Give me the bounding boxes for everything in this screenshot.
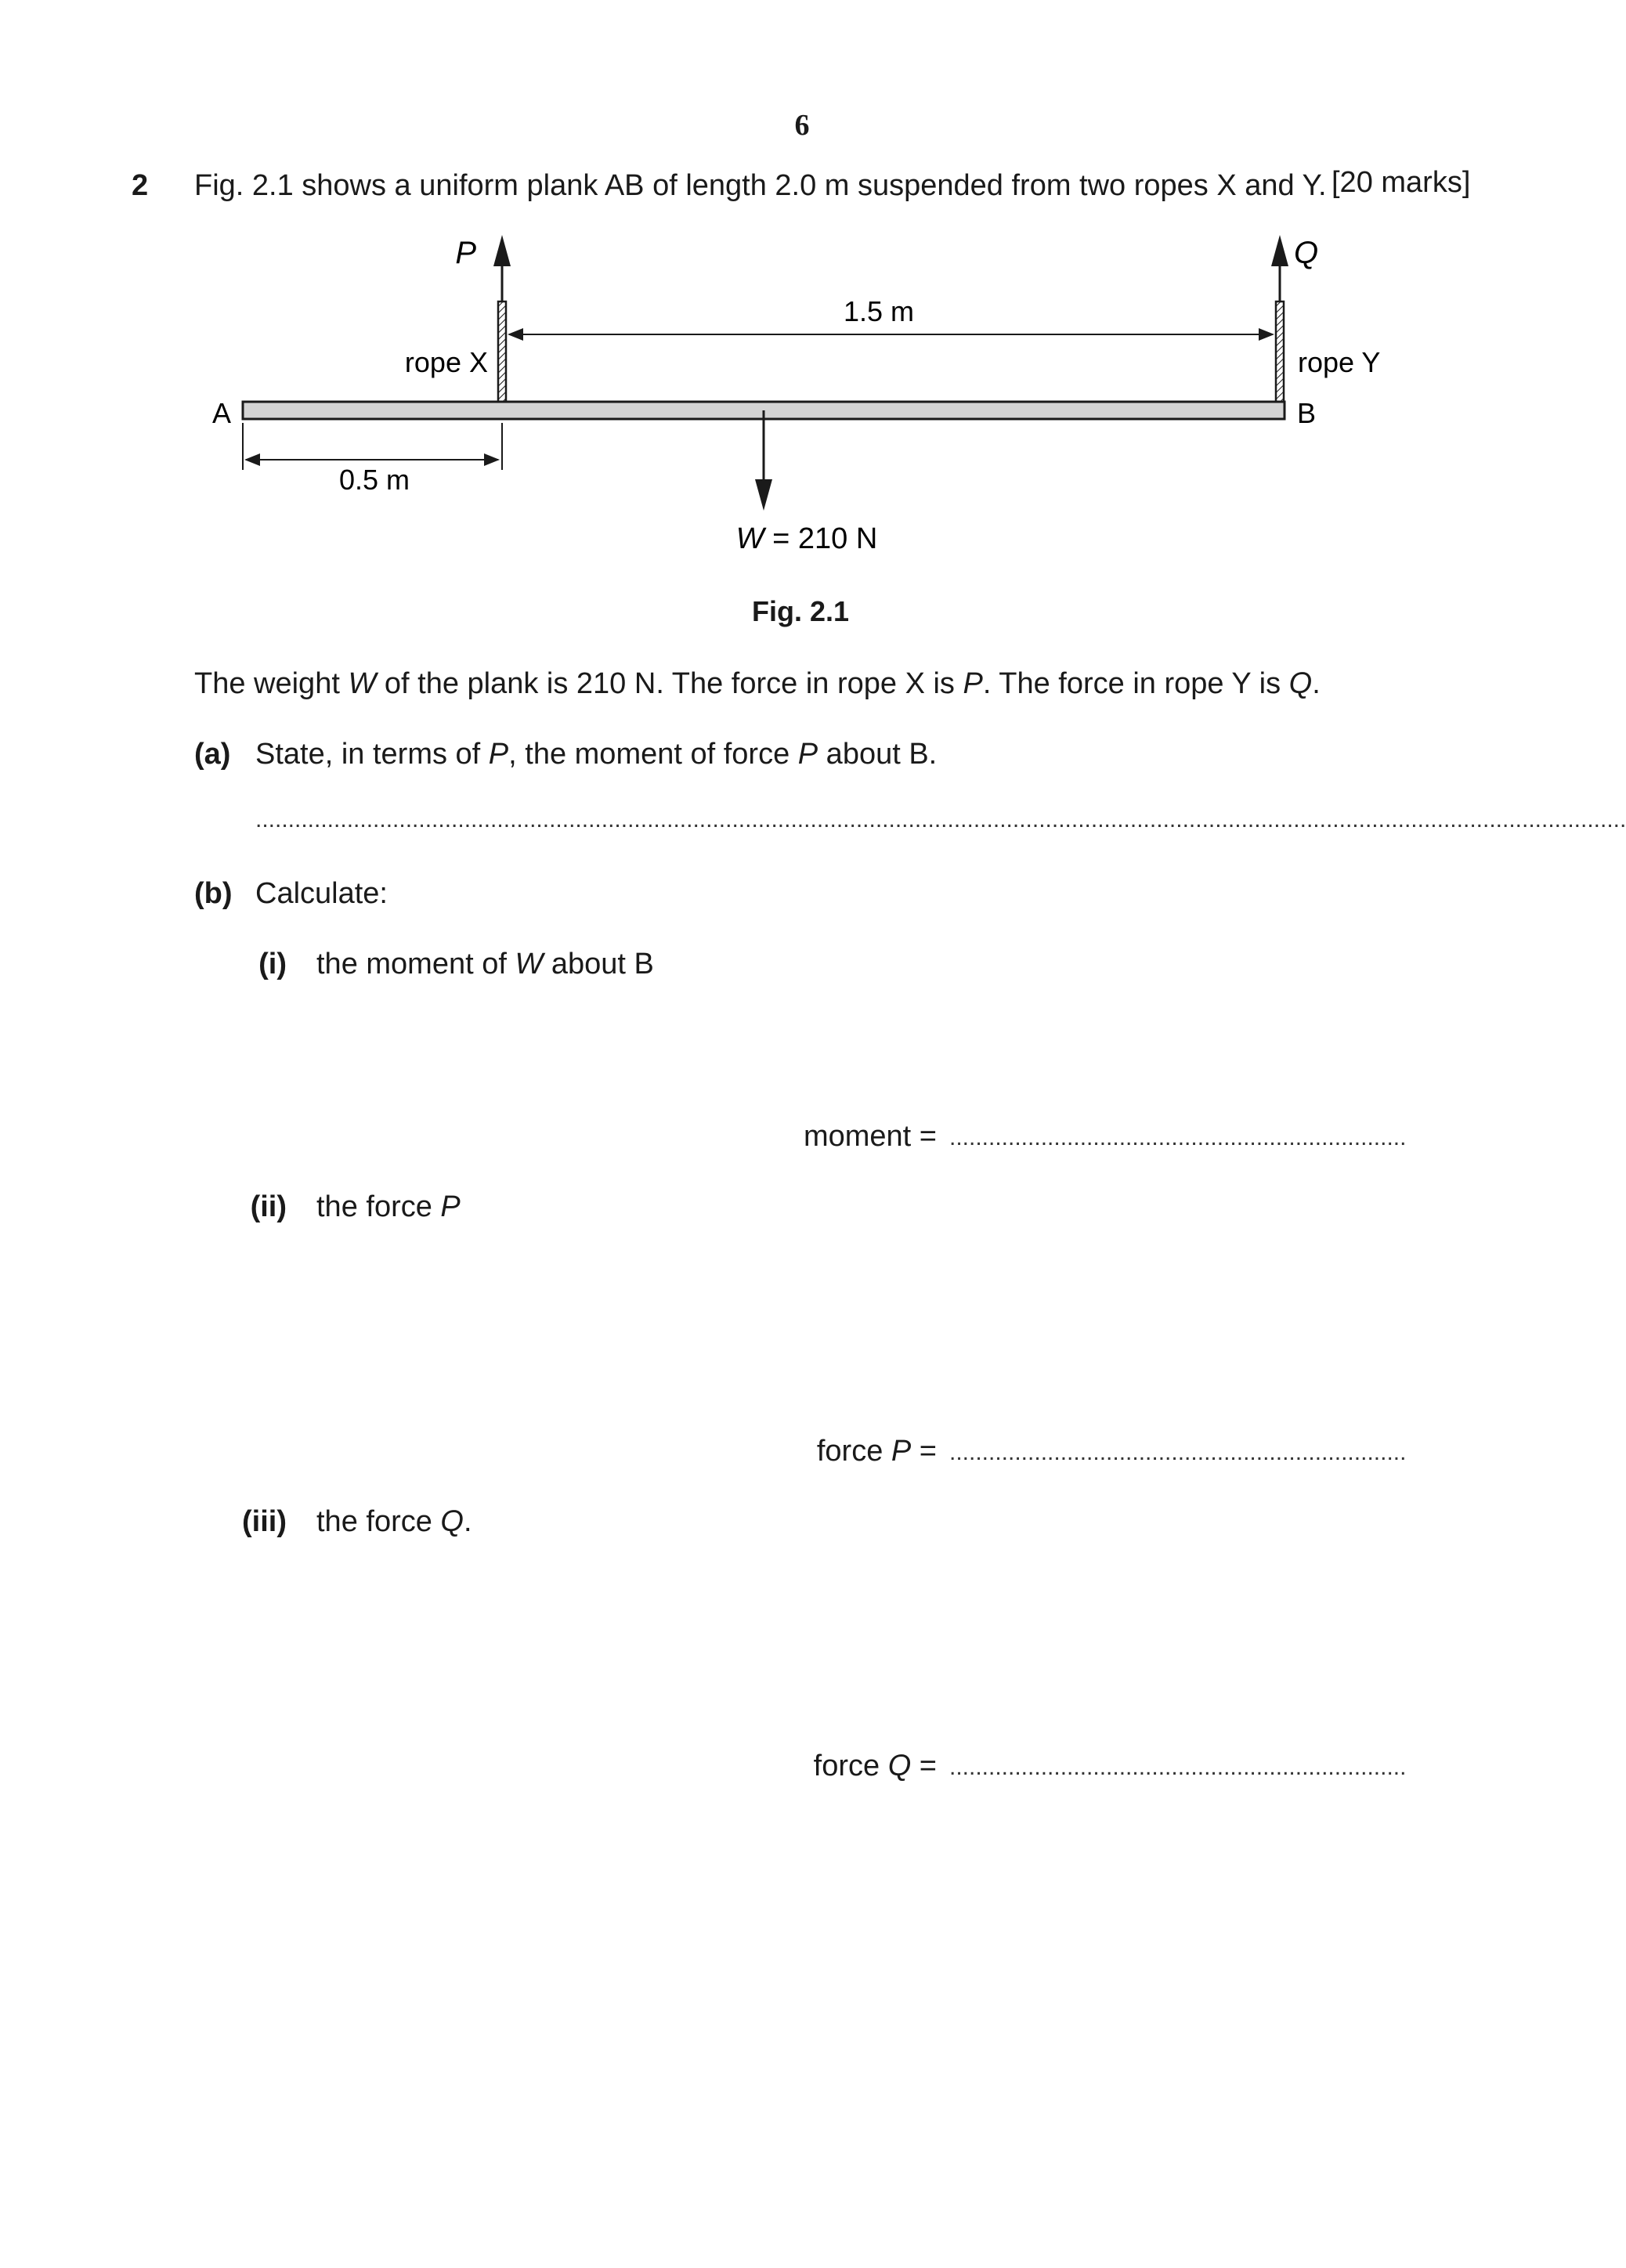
answer-dots: ......................................................................	[255, 807, 713, 832]
part-b-i-text-1: the moment of	[316, 948, 515, 981]
stem-q: Q	[1288, 667, 1313, 700]
end-b-label: B	[1297, 397, 1317, 429]
part-b-iii-q: Q	[440, 1505, 464, 1538]
part-b-i-w: W	[515, 948, 544, 981]
force-q-answer-eq: =	[911, 1750, 937, 1782]
part-b-i-text	[316, 946, 654, 982]
force-p-answer-line[interactable]	[949, 1439, 1436, 1466]
force-p-answer-text: force	[816, 1435, 891, 1468]
answer-dots: ......................................................................	[1169, 807, 1626, 832]
part-b-i-label: (i)	[258, 948, 287, 981]
weight-symbol: W	[735, 522, 764, 555]
part-b-ii-p: P	[440, 1190, 461, 1223]
part-a-text	[255, 736, 937, 772]
part-a-text-1: State, in terms of	[255, 738, 489, 771]
part-b-label: (b)	[194, 877, 233, 910]
dimension-ax-label: 0.5 m	[338, 464, 410, 496]
dimension-xy-label: 1.5 m	[843, 295, 915, 327]
figure-caption: Fig. 2.1	[752, 595, 850, 627]
question-number: 2	[132, 169, 149, 202]
moment-answer-line[interactable]	[949, 1125, 1436, 1151]
force-p-answer-sym: P	[891, 1435, 912, 1468]
force-p-answer-eq: =	[911, 1435, 937, 1468]
part-b-i-text-2: about B	[543, 948, 654, 981]
force-q-label: Q	[1294, 236, 1319, 270]
answer-dots: ......................................................................	[949, 1439, 1407, 1465]
rope-y-label: rope Y	[1298, 346, 1381, 378]
force-q-answer-text: force	[813, 1750, 888, 1782]
moment-answer-label: moment =	[803, 1120, 937, 1153]
part-b-ii-label: (ii)	[250, 1190, 287, 1223]
part-b-iii-text-2: .	[463, 1505, 472, 1538]
force-p-label: P	[455, 236, 476, 270]
part-b-ii-text	[316, 1189, 461, 1225]
part-b-iii-label: (iii)	[242, 1505, 287, 1538]
force-q-answer-sym: Q	[887, 1750, 912, 1782]
part-a-p2: P	[797, 738, 818, 771]
plank-diagram	[0, 219, 1604, 572]
rope-x-label: rope X	[404, 346, 488, 378]
stem-text: . The force in rope Y is	[982, 667, 1289, 700]
part-a-label: (a)	[194, 738, 231, 771]
answer-dots: ......................................................................	[712, 807, 1169, 832]
stem-w: W	[348, 667, 377, 700]
stem-text: of the plank is 210 N. The force in rope X is	[376, 667, 963, 700]
answer-line-a[interactable]	[255, 807, 1626, 833]
part-b-text: Calculate:	[255, 877, 388, 910]
weight-arrow	[755, 410, 772, 511]
part-b-ii-text-1: the force	[316, 1190, 441, 1223]
part-b-iii-text	[316, 1504, 472, 1540]
part-a-p1: P	[488, 738, 509, 771]
force-p-arrow	[493, 235, 511, 302]
force-q-answer-label	[705, 1750, 937, 1783]
part-b-iii-text-1: the force	[316, 1505, 441, 1538]
dimension-ax	[243, 423, 502, 470]
answer-dots: ......................................................................	[949, 1754, 1407, 1780]
rope-y	[1276, 302, 1284, 402]
force-q-answer-line[interactable]	[949, 1754, 1436, 1781]
stem-text: The weight	[194, 667, 349, 700]
marks-label: [20 marks]	[1332, 166, 1471, 199]
page-number: 6	[794, 109, 810, 142]
stem-text: .	[1312, 667, 1321, 700]
question-stem	[194, 666, 1321, 702]
part-a-text-2: , the moment of force	[508, 738, 798, 771]
rope-x	[498, 302, 506, 402]
weight-label	[736, 522, 878, 555]
end-a-label: A	[211, 397, 231, 429]
force-q-arrow	[1271, 235, 1288, 302]
part-a-text-3: about B.	[818, 738, 938, 771]
force-p-answer-label	[705, 1435, 937, 1468]
answer-dots: ......................................................................	[949, 1125, 1407, 1150]
stem-p: P	[963, 667, 983, 700]
question-intro: Fig. 2.1 shows a uniform plank AB of length 2.0 m suspended from two ropes X and Y.	[194, 169, 1327, 202]
weight-value: = 210 N	[764, 522, 878, 555]
